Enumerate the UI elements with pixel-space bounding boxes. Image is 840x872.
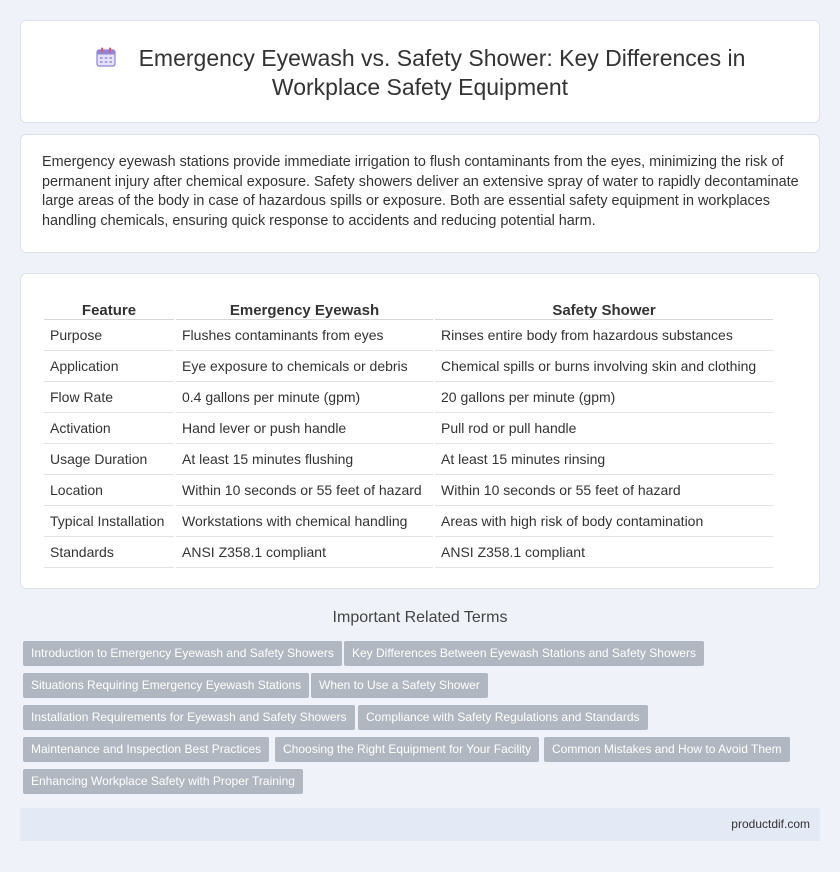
eyewash-cell: Flushes contaminants from eyes [176, 320, 433, 351]
header-feature: Feature [44, 296, 174, 320]
feature-cell: Location [44, 475, 174, 506]
related-term-link[interactable]: Common Mistakes and How to Avoid Them [544, 737, 790, 762]
comparison-card [20, 273, 820, 589]
table-header-row [44, 296, 773, 320]
related-term-link[interactable]: Key Differences Between Eyewash Stations and Safety Showers [344, 641, 704, 666]
shower-cell: At least 15 minutes rinsing [435, 444, 773, 475]
related-terms-heading: Important Related Terms [332, 609, 508, 626]
related-term-link[interactable]: Introduction to Emergency Eyewash and Safety Showers [23, 641, 342, 666]
table-row [44, 444, 773, 475]
related-term-link[interactable]: Enhancing Workplace Safety with Proper Training [23, 769, 303, 794]
eyewash-cell: At least 15 minutes flushing [176, 444, 433, 475]
title-line-2: Workplace Safety Equipment [271, 74, 569, 100]
shower-cell: Rinses entire body from hazardous substances [435, 320, 773, 351]
feature-cell: Usage Duration [44, 444, 174, 475]
shower-cell: 20 gallons per minute (gpm) [435, 382, 773, 413]
intro-card [20, 134, 820, 253]
calendar-icon [95, 46, 117, 68]
eyewash-cell: Within 10 seconds or 55 feet of hazard [176, 475, 433, 506]
shower-cell: Pull rod or pull handle [435, 413, 773, 444]
eyewash-cell: ANSI Z358.1 compliant [176, 537, 433, 568]
feature-cell: Flow Rate [44, 382, 174, 413]
feature-cell: Application [44, 351, 174, 382]
table-row [44, 382, 773, 413]
header-eyewash: Emergency Eyewash [176, 296, 433, 320]
related-term-link[interactable]: Situations Requiring Emergency Eyewash Stations [23, 673, 309, 698]
comparison-table [42, 296, 775, 568]
shower-cell: Areas with high risk of body contamination [435, 506, 773, 537]
shower-cell: ANSI Z358.1 compliant [435, 537, 773, 568]
table-row [44, 506, 773, 537]
eyewash-cell: Hand lever or push handle [176, 413, 433, 444]
related-term-link[interactable]: Choosing the Right Equipment for Your Facility [275, 737, 539, 762]
eyewash-cell: Eye exposure to chemicals or debris [176, 351, 433, 382]
related-term-link[interactable]: Compliance with Safety Regulations and Standards [358, 705, 648, 730]
related-term-link[interactable]: Maintenance and Inspection Best Practices [23, 737, 269, 762]
table-row [44, 537, 773, 568]
table-row [44, 351, 773, 382]
table-row [44, 320, 773, 351]
page-title [21, 44, 819, 102]
feature-cell: Purpose [44, 320, 174, 351]
feature-cell: Typical Installation [44, 506, 174, 537]
shower-cell: Chemical spills or burns involving skin and clothing [435, 351, 773, 382]
related-term-link[interactable]: When to Use a Safety Shower [311, 673, 488, 698]
footer-site[interactable]: productdif.com [731, 817, 810, 831]
footer [20, 808, 820, 841]
title-line-1: Emergency Eyewash vs. Safety Shower: Key Differences in [138, 45, 746, 71]
feature-cell: Activation [44, 413, 174, 444]
eyewash-cell: Workstations with chemical handling [176, 506, 433, 537]
shower-cell: Within 10 seconds or 55 feet of hazard [435, 475, 773, 506]
eyewash-cell: 0.4 gallons per minute (gpm) [176, 382, 433, 413]
related-term-link[interactable]: Installation Requirements for Eyewash and Safety Showers [23, 705, 355, 730]
table-row [44, 413, 773, 444]
table-row [44, 475, 773, 506]
feature-cell: Standards [44, 537, 174, 568]
intro-paragraph: Emergency eyewash stations provide immediate irrigation to flush contaminants from the eyes, minimizing the risk of permanent injury after chemical exposure. Safety showers deliver an extensive spray of water to rapidly decontaminate large areas of the body in case of hazardous spills or exposure. Both are essential safety equipment in workplaces handling chemicals, ensuring quick response to accidents and reducing potential harm. [42, 154, 799, 229]
header-card [20, 20, 820, 123]
header-shower: Safety Shower [435, 296, 773, 320]
